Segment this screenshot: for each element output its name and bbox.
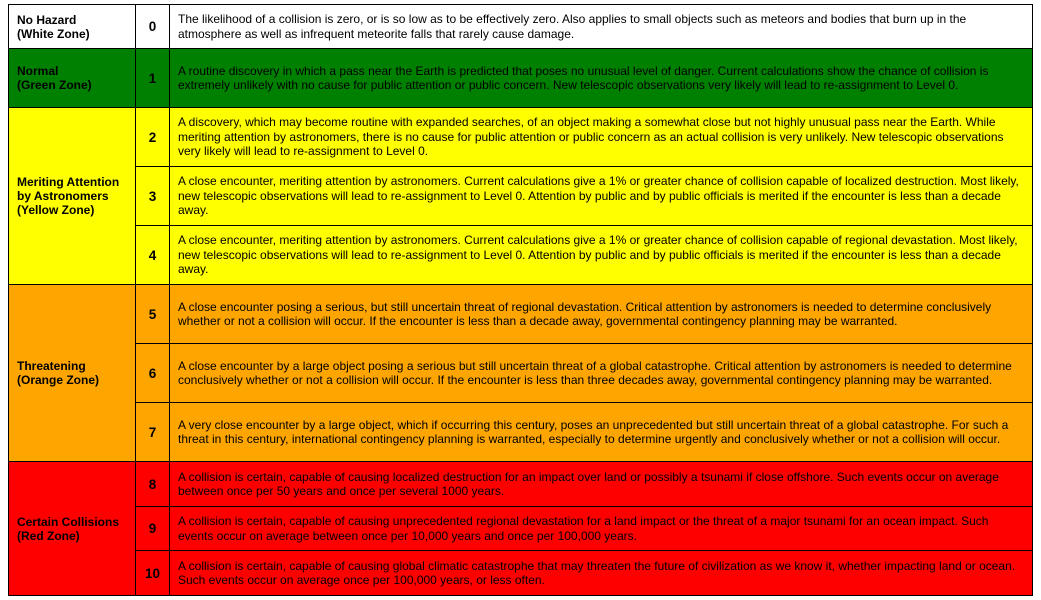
zone-name: Meriting Attention by Astronomers	[17, 175, 120, 203]
zone-name: Certain Collisions	[17, 514, 120, 529]
zone-label: (Orange Zone)	[17, 373, 100, 387]
table-row	[9, 462, 1033, 507]
level-number: 5	[136, 285, 170, 344]
level-description: A collision is certain, capable of causing unprecedented regional devastation for a land impact or the threat of a major tsunami for an ocean impact. Such events occur on average between once per 10,000 years and once per 100,000 years.	[170, 507, 1033, 551]
level-description: A collision is certain, capable of causing localized destruction for an impact over land or possibly a tsunami if close offshore. Such events occur on average between once per 50 years and once per several 1000 years.	[170, 462, 1033, 507]
table-row	[9, 507, 1033, 551]
table-row	[9, 108, 1033, 167]
zone-label: (Red Zone)	[17, 528, 80, 543]
level-number: 1	[136, 49, 170, 108]
zone-name: No Hazard	[17, 12, 77, 27]
table-row	[9, 167, 1033, 226]
zone-label: (White Zone)	[17, 26, 90, 41]
table-row	[9, 285, 1033, 344]
table-row	[9, 551, 1033, 596]
zone-name: Threatening	[17, 359, 86, 373]
level-description: A close encounter by a large object posing a serious but still uncertain threat of a global catastrophe. Critical attention by astronomers is needed to determine conclusively whether or not a collision will occur. If the encounter is less than three decades away, governmental contingency planning may be warranted.	[170, 344, 1033, 403]
table-row	[9, 403, 1033, 462]
level-number: 2	[136, 108, 170, 167]
level-number: 8	[136, 462, 170, 507]
level-number: 4	[136, 226, 170, 285]
zone-cell-red	[9, 462, 136, 596]
zone-label: (Green Zone)	[17, 78, 92, 92]
level-number: 0	[136, 5, 170, 49]
level-number: 6	[136, 344, 170, 403]
level-number: 9	[136, 507, 170, 551]
level-number: 3	[136, 167, 170, 226]
torino-scale-table	[8, 4, 1033, 596]
level-description: A routine discovery in which a pass near the Earth is predicted that poses no unusual level of danger. Current calculations show the chance of collision is extremely unlikely with no cause for public attention or public concern. New telescopic observations very likely will lead to re-assignment to Level 0.	[170, 49, 1033, 108]
zone-label: (Yellow Zone)	[17, 203, 95, 217]
table-row	[9, 5, 1033, 49]
level-number: 7	[136, 403, 170, 462]
zone-cell-orange	[9, 285, 136, 462]
zone-cell-green	[9, 49, 136, 108]
level-description: A collision is certain, capable of causing global climatic catastrophe that may threaten the future of civilization as we know it, whether impacting land or ocean. Such events occur on average once per 100,000 years, or less often.	[170, 551, 1033, 596]
level-number: 10	[136, 551, 170, 596]
table-row	[9, 49, 1033, 108]
zone-name: Normal	[17, 64, 59, 78]
table-row	[9, 344, 1033, 403]
level-description: The likelihood of a collision is zero, or is so low as to be effectively zero. Also applies to small objects such as meteors and bodies that burn up in the atmosphere as well as infrequent meteorite falls that rarely cause damage.	[170, 5, 1033, 49]
level-description: A very close encounter by a large object, which if occurring this century, poses an unprecedented but still uncertain threat of a global catastrophe. For such a threat in this century, international contingency planning is warranted, especially to determine urgently and conclusively whether or not a collision will occur.	[170, 403, 1033, 462]
level-description: A close encounter, meriting attention by astronomers. Current calculations give a 1% or greater chance of collision capable of regional devastation. Most likely, new telescopic observations will lead to re-assignment to Level 0. Attention by public and by public officials is merited if the encounter is less than a decade away.	[170, 226, 1033, 285]
zone-cell-white	[9, 5, 136, 49]
level-description: A close encounter posing a serious, but still uncertain threat of regional devastation. Critical attention by astronomers is needed to determine conclusively whether or not a collision will occur. If the encounter is less than a decade away, governmental contingency planning may be warranted.	[170, 285, 1033, 344]
level-description: A close encounter, meriting attention by astronomers. Current calculations give a 1% or greater chance of collision capable of localized destruction. Most likely, new telescopic observations will lead to re-assignment to Level 0. Attention by public and by public officials is merited if the encounter is less than a decade away.	[170, 167, 1033, 226]
table-row	[9, 226, 1033, 285]
zone-cell-yellow	[9, 108, 136, 285]
level-description: A discovery, which may become routine with expanded searches, of an object making a somewhat close but not highly unusual pass near the Earth. While meriting attention by astronomers, there is no cause for public attention or public concern as an actual collision is very unlikely. New telescopic observations very likely will lead to re-assignment to Level 0.	[170, 108, 1033, 167]
